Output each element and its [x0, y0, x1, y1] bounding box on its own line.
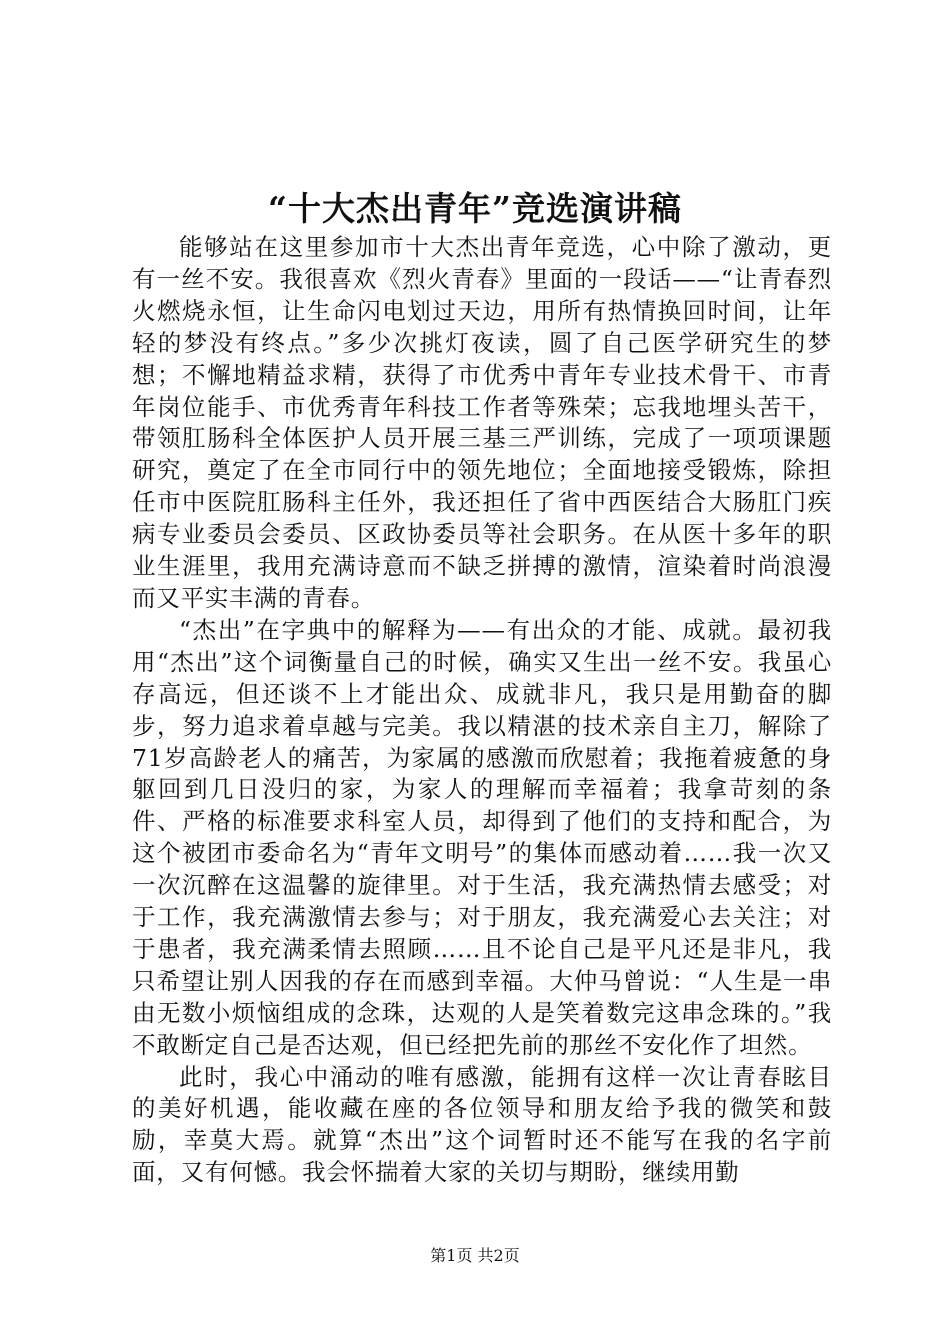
- paragraph-2: “杰出”在字典中的解释为——有出众的才能、成就。最初我用“杰出”这个词衡量自己的时候，确实又生出一丝不安。我虽心存高远，但还谈不上才能出众、成就非凡，我只是用勤奋的脚步，努力追求着卓越与完美。我以精湛的技术亲自主刀，解除了71岁高龄老人的痛苦，为家属的感激而欣慰着；我拖着疲惫的身躯回到几日没归的家，为家人的理解而幸福着；我拿苛刻的条件、严格的标准要求科室人员，却得到了他们的支持和配合，为这个被团市委命名为“青年文明号”的集体而感动着……我一次又一次沉醉在这温馨的旋律里。对于生活，我充满热情去感受；对于工作，我充满激情去参与；对于朋友，我充满爱心去关注；对于患者，我充满柔情去照顾……且不论自己是平凡还是非凡，我只希望让别人因我的存在而感到幸福。大仲马曾说：“人生是一串由无数小烦恼组成的念珠，达观的人是笑着数完这串念珠的。”我不敢断定自己是否达观，但已经把先前的那丝不安化作了坦然。: [132, 615, 832, 1059]
- paragraph-1: 能够站在这里参加市十大杰出青年竞选，心中除了激动，更有一丝不安。我很喜欢《烈火青春》里面的一段话——“让青春烈火燃烧永恒，让生命闪电划过天边，用所有热情换回时间，让年轻的梦没有终点。”多少次挑灯夜读，圆了自己医学研究生的梦想；不懈地精益求精，获得了市优秀中青年专业技术骨干、市青年岗位能手、市优秀青年科技工作者等殊荣；忘我地埋头苦干，带领肛肠科全体医护人员开展三基三严训练，完成了一项项课题研究，奠定了在全市同行中的领先地位；全面地接受锻炼，除担任市中医院肛肠科主任外，我还担任了省中西医结合大肠肛门疾病专业委员会委员、区政协委员等社会职务。在从医十多年的职业生涯里，我用充满诗意而不缺乏拼搏的激情，渲染着时尚浪漫而又平实丰满的青春。: [132, 233, 832, 612]
- document-title: “十大杰出青年”竞选演讲稿: [268, 189, 682, 228]
- page-number-footer: 第1页 共2页: [430, 1246, 520, 1265]
- paragraph-3: 此时，我心中涌动的唯有感激，能拥有这样一次让青春眩目的美好机遇，能收藏在座的各位领导和朋友给予我的微笑和鼓励，幸莫大焉。就算“杰出”这个词暂时还不能写在我的名字前面，又有何憾。我会怀揣着大家的关切与期盼，继续用勤: [132, 1062, 832, 1187]
- document-body: [132, 232, 832, 1189]
